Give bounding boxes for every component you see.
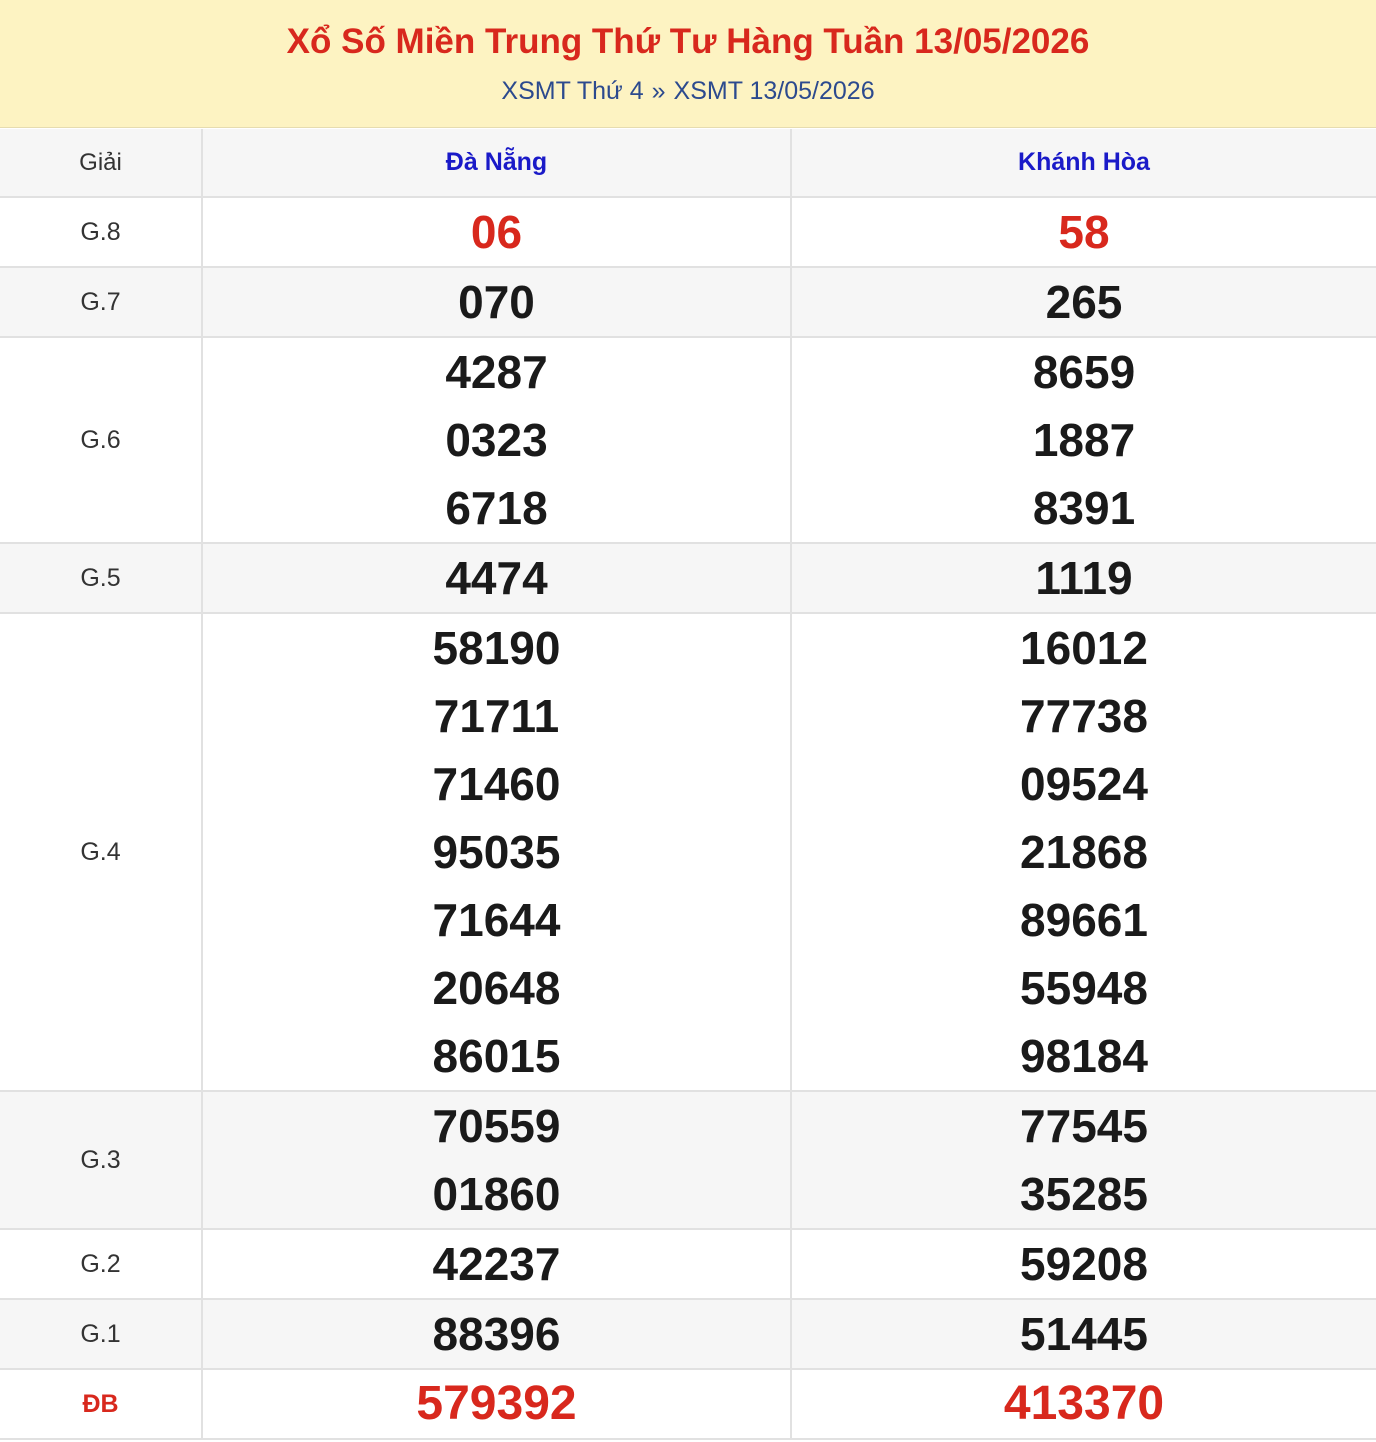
result-number: 95035 — [432, 826, 561, 878]
result-number: 58190 — [432, 622, 561, 674]
result-number: 71711 — [433, 690, 560, 742]
prize-label: G.3 — [0, 1091, 202, 1229]
prize-label: G.6 — [0, 337, 202, 543]
result-cell-khanh-hoa — [791, 1229, 1376, 1299]
result-cell-da-nang — [202, 197, 791, 267]
result-number: 01860 — [432, 1168, 561, 1220]
result-number: 8659 — [1032, 346, 1136, 398]
result-cell-khanh-hoa — [791, 1299, 1376, 1369]
result-number: 77738 — [1020, 690, 1148, 742]
prize-column-header: Giải — [79, 148, 122, 176]
result-number: 4287 — [445, 346, 548, 398]
table-row — [0, 613, 1376, 1091]
result-cell-khanh-hoa — [791, 197, 1376, 267]
result-number: 413370 — [1003, 1377, 1165, 1430]
table-row — [0, 1091, 1376, 1229]
breadcrumb-link-date[interactable]: XSMT 13/05/2026 — [673, 77, 875, 105]
result-cell-khanh-hoa — [791, 613, 1376, 1091]
table-row — [0, 337, 1376, 543]
result-number: 16012 — [1020, 622, 1148, 674]
result-number: 71644 — [432, 894, 561, 946]
result-number: 71460 — [432, 758, 561, 810]
result-number: 06 — [470, 206, 523, 258]
table-header-row — [0, 129, 1376, 197]
result-number: 55948 — [1020, 962, 1148, 1014]
result-cell-da-nang — [202, 1091, 791, 1229]
result-number: 20648 — [432, 962, 561, 1014]
table-row — [0, 543, 1376, 613]
prize-label: G.8 — [0, 197, 202, 267]
prize-label: G.2 — [0, 1229, 202, 1299]
result-cell-khanh-hoa — [791, 1091, 1376, 1229]
result-number: 70559 — [432, 1100, 561, 1152]
result-number: 6718 — [445, 482, 548, 534]
table-row — [0, 1299, 1376, 1369]
result-number: 070 — [458, 276, 535, 328]
result-number: 86015 — [432, 1030, 561, 1082]
prize-label: ĐB — [0, 1369, 202, 1439]
province-header-da-nang[interactable]: Đà Nẵng — [202, 129, 791, 197]
result-number: 0323 — [445, 414, 548, 466]
breadcrumb — [0, 74, 1376, 108]
result-number: 265 — [1045, 276, 1123, 328]
province-header-khanh-hoa[interactable]: Khánh Hòa — [791, 129, 1376, 197]
result-number: 1887 — [1032, 414, 1136, 466]
result-number: 77545 — [1020, 1100, 1148, 1152]
breadcrumb-link-weekday[interactable]: XSMT Thứ 4 — [501, 77, 644, 105]
page-title: Xổ Số Miền Trung Thứ Tư Hàng Tuần 13/05/2026 — [286, 22, 1090, 61]
page-header — [0, 0, 1376, 128]
table-row — [0, 267, 1376, 337]
table-row — [0, 197, 1376, 267]
result-number: 88396 — [432, 1308, 561, 1360]
result-number: 59208 — [1020, 1238, 1148, 1290]
result-cell-da-nang — [202, 337, 791, 543]
result-cell-khanh-hoa — [791, 1369, 1376, 1439]
result-number: 35285 — [1020, 1168, 1148, 1220]
result-cell-da-nang — [202, 1369, 791, 1439]
result-number: 98184 — [1020, 1030, 1148, 1082]
table-row — [0, 1369, 1376, 1439]
result-number: 51445 — [1020, 1308, 1148, 1360]
results-table — [0, 129, 1376, 1440]
result-number: 8391 — [1032, 482, 1136, 534]
result-number: 42237 — [432, 1238, 561, 1290]
result-cell-khanh-hoa — [791, 543, 1376, 613]
result-number: 579392 — [416, 1377, 577, 1430]
result-number: 4474 — [445, 552, 548, 604]
result-cell-khanh-hoa — [791, 267, 1376, 337]
breadcrumb-separator: » — [651, 77, 666, 105]
result-number: 21868 — [1020, 826, 1148, 878]
table-row — [0, 1229, 1376, 1299]
prize-label: G.7 — [0, 267, 202, 337]
result-cell-da-nang — [202, 1299, 791, 1369]
results-table-body — [0, 129, 1376, 1439]
result-number: 89661 — [1020, 894, 1148, 946]
result-number: 1119 — [1035, 552, 1133, 604]
prize-label: G.1 — [0, 1299, 202, 1369]
result-number: 09524 — [1020, 758, 1148, 810]
result-cell-da-nang — [202, 267, 791, 337]
result-cell-da-nang — [202, 543, 791, 613]
result-cell-da-nang — [202, 613, 791, 1091]
prize-label: G.5 — [0, 543, 202, 613]
prize-label: G.4 — [0, 613, 202, 1091]
result-cell-da-nang — [202, 1229, 791, 1299]
result-number: 58 — [1058, 206, 1110, 258]
result-cell-khanh-hoa — [791, 337, 1376, 543]
